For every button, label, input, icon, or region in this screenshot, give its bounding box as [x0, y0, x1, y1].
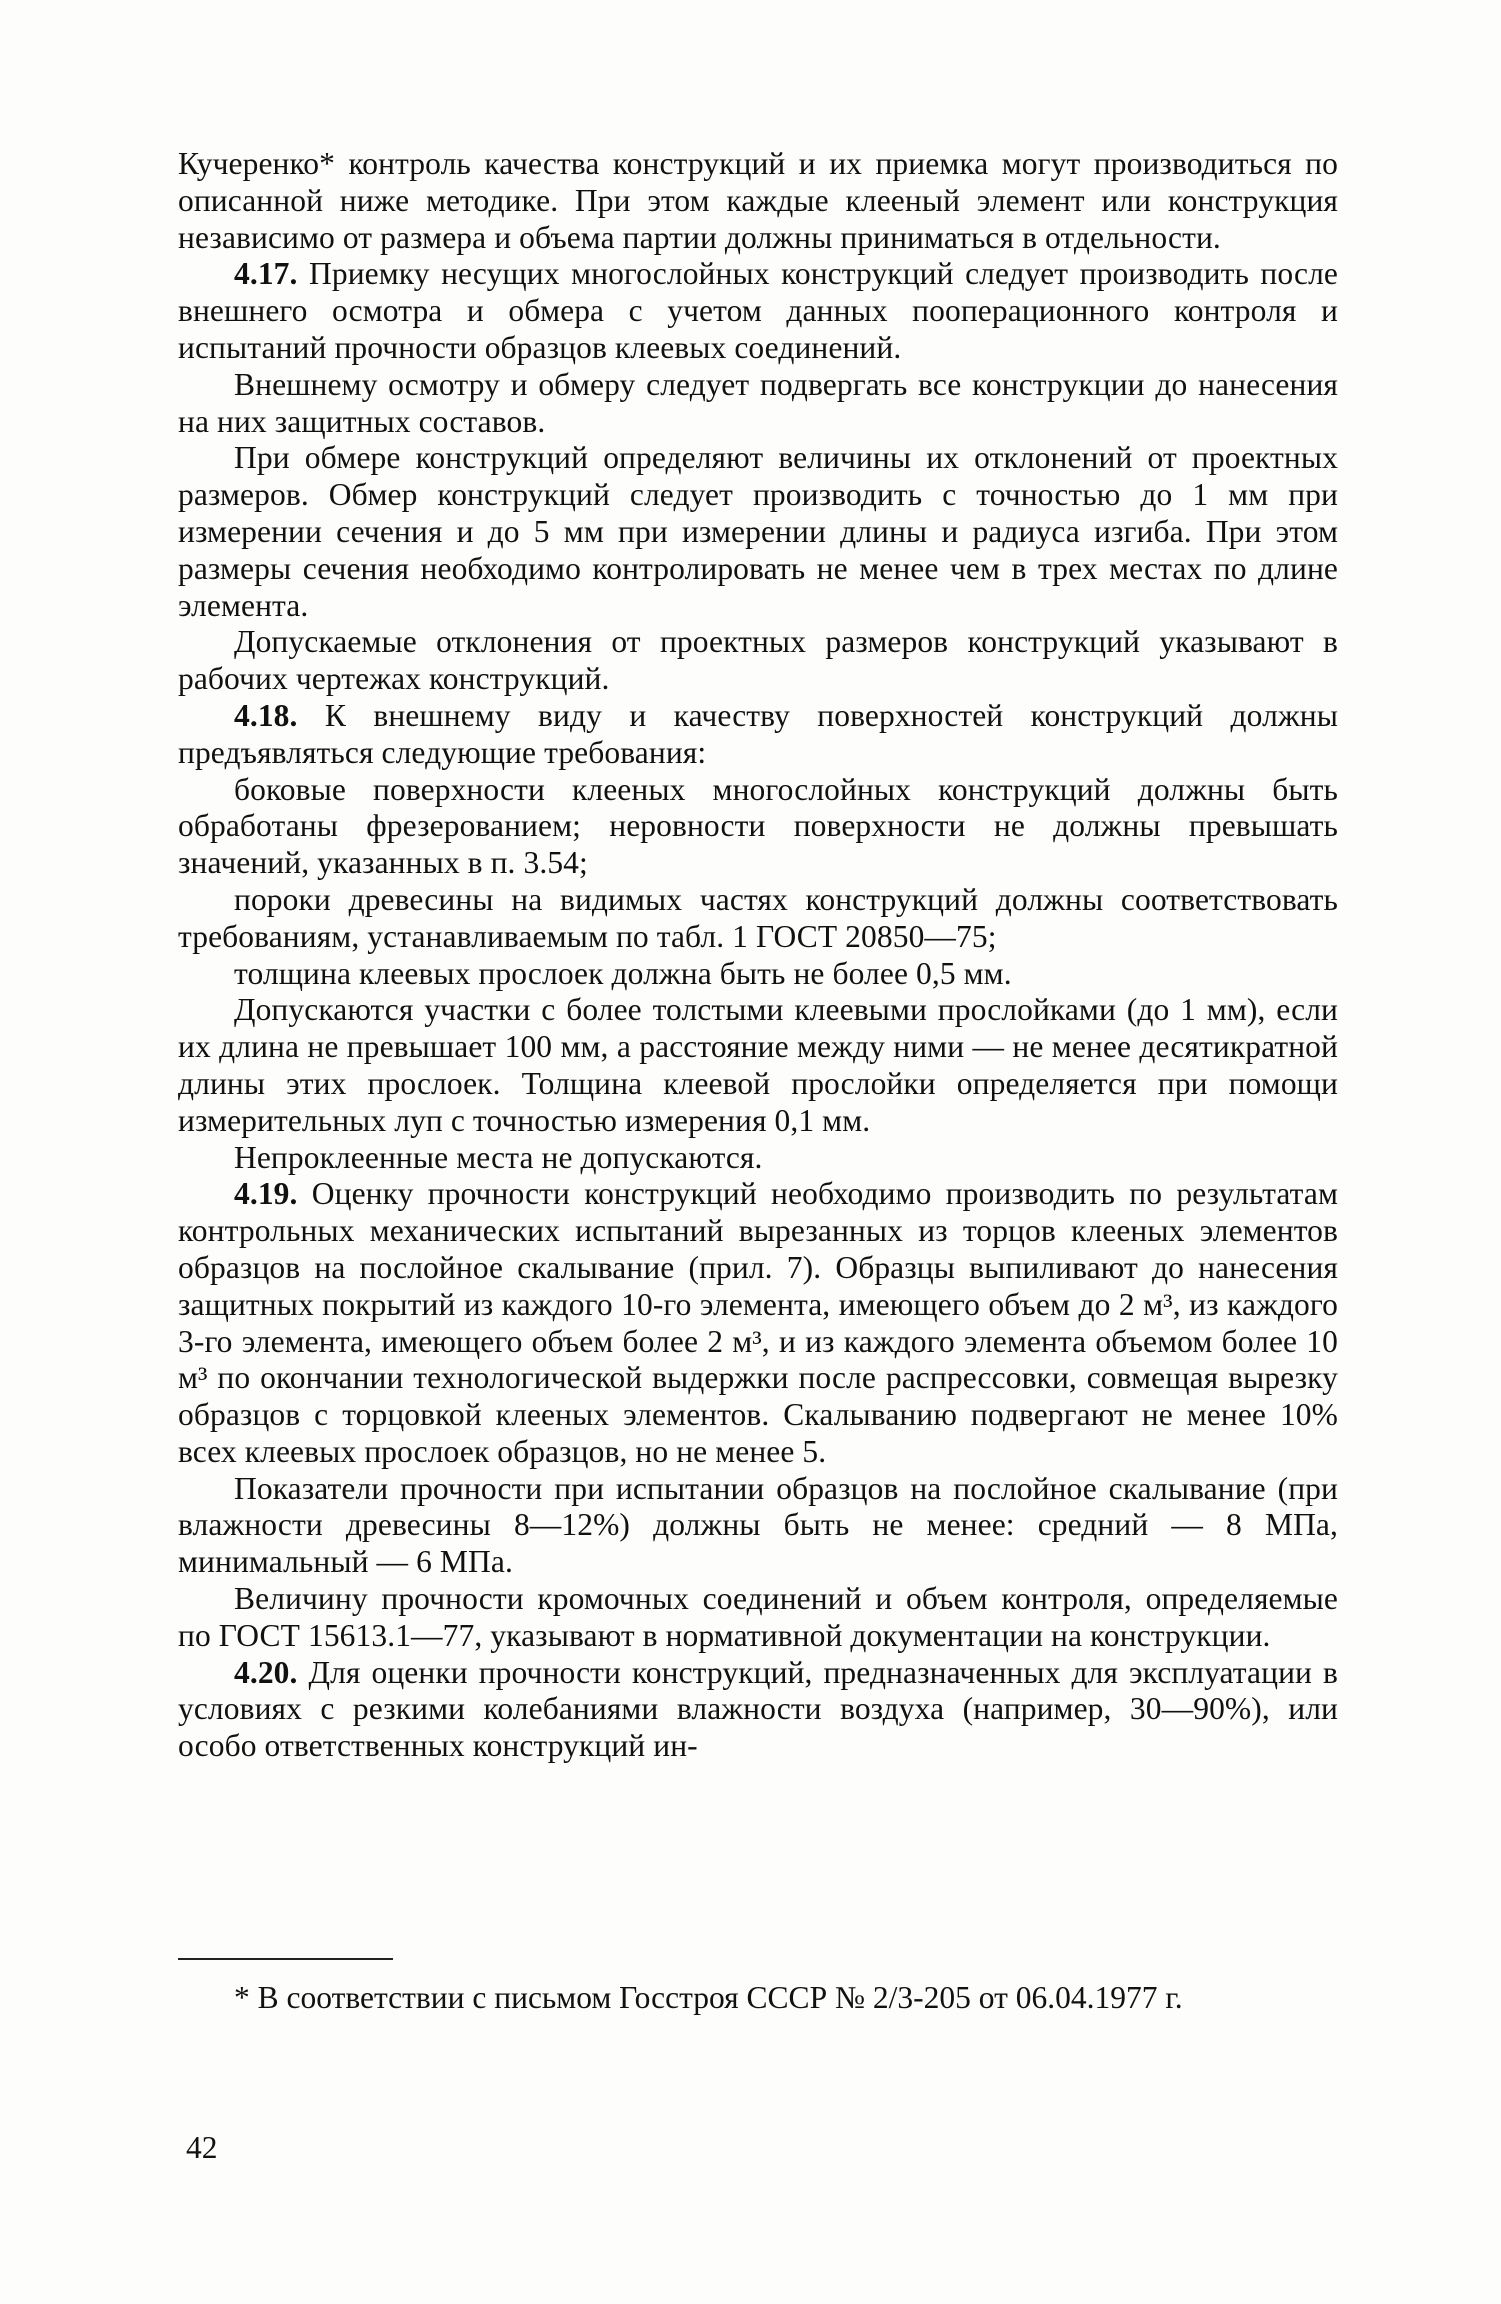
- paragraph: При обмере конструкций определяют величины их отклонений от проектных размеров. Обмер конструкций следует производить с точностью до 1 мм при измерении сечения и до 5 мм при измерении длины и радиуса изгиба. При этом размеры сечения необходимо контролировать не менее чем в трех местах по длине элемента.: [178, 440, 1338, 623]
- paragraph: Непроклеенные места не допускаются.: [234, 1139, 763, 1175]
- footnote-divider: [178, 1958, 393, 1960]
- page-number: 42: [186, 2130, 218, 2165]
- paragraph: Допускаемые отклонения от проектных размеров конструкций указывают в рабочих чертежах конструкций.: [178, 624, 1338, 697]
- body-text: [178, 146, 1338, 1765]
- paragraph: 4.18. К внешнему виду и качеству поверхностей конструкций должны предъявляться следующие требования:: [178, 697, 1338, 770]
- footnote: * В соответствии с письмом Госстроя СССР № 2/3-205 от 06.04.1977 г.: [234, 1980, 1183, 2015]
- paragraph: толщина клеевых прослоек должна быть не более 0,5 мм.: [234, 955, 1012, 991]
- paragraph: Допускаются участки с более толстыми клеевыми прослойками (до 1 мм), если их длина не превышает 100 мм, а расстояние между ними — не менее десятикратной длины этих прослоек. Толщина клеевой прослойки определяется при помощи измерительных луп с точностью измерения 0,1 мм.: [178, 992, 1338, 1138]
- paragraph: боковые поверхности клееных многослойных конструкций должны быть обработаны фрезерованием; неровности поверхности не должны превышать значений, указанных в п. 3.54;: [178, 771, 1338, 881]
- paragraph: 4.17. Приемку несущих многослойных конструкций следует производить после внешнего осмотра и обмера с учетом данных пооперационного контроля и испытаний прочности образцов клеевых соединений.: [178, 256, 1338, 365]
- clause-number: 4.19.: [234, 1176, 298, 1212]
- clause-number: 4.17.: [234, 256, 298, 292]
- paragraph: Внешнему осмотру и обмеру следует подвергать все конструкции до нанесения на них защитных составов.: [178, 366, 1338, 439]
- paragraph: пороки древесины на видимых частях конструкций должны соответствовать требованиям, устанавливаемым по табл. 1 ГОСТ 20850—75;: [178, 881, 1338, 954]
- paragraph: 4.20. Для оценки прочности конструкций, предназначенных для эксплуатации в условиях с резкими колебаниями влажности воздуха (например, 30—90%), или особо ответственных конструкций ин-: [178, 1654, 1338, 1764]
- paragraph: Показатели прочности при испытании образцов на послойное скалывание (при влажности древесины 8—12%) должны быть не менее: средний — 8 МПа, минимальный — 6 МПа.: [178, 1470, 1338, 1580]
- clause-number: 4.20.: [234, 1654, 298, 1690]
- paragraph: Величину прочности кромочных соединений и объем контроля, определяемые по ГОСТ 15613.1—77, указывают в нормативной документации на конструкции.: [178, 1581, 1338, 1653]
- clause-number: 4.18.: [234, 697, 298, 733]
- paragraph: 4.19. Оценку прочности конструкций необходимо производить по результатам контрольных механических испытаний вырезанных из торцов клееных элементов образцов на послойное скалывание (прил. 7). Образцы выпиливают до нанесения защитных покрытий из каждого 10-го элемента, имеющего объем до 2 м³, из каждого 3-го элемента, имеющего объем более 2 м³, и из каждого элемента объемом более 10 м³ по окончании технологической выдержки после распрессовки, совмещая вырезку образцов с торцовкой клееных элементов. Скалыванию подвергают не менее 10% всех клеевых прослоек образцов, но не менее 5.: [178, 1176, 1338, 1469]
- paragraph: Кучеренко* контроль качества конструкций и их приемка могут производиться по описанной ниже методике. При этом каждые клееный элемент или конструкция независимо от размера и объема партии должны приниматься в отдельности.: [178, 146, 1338, 255]
